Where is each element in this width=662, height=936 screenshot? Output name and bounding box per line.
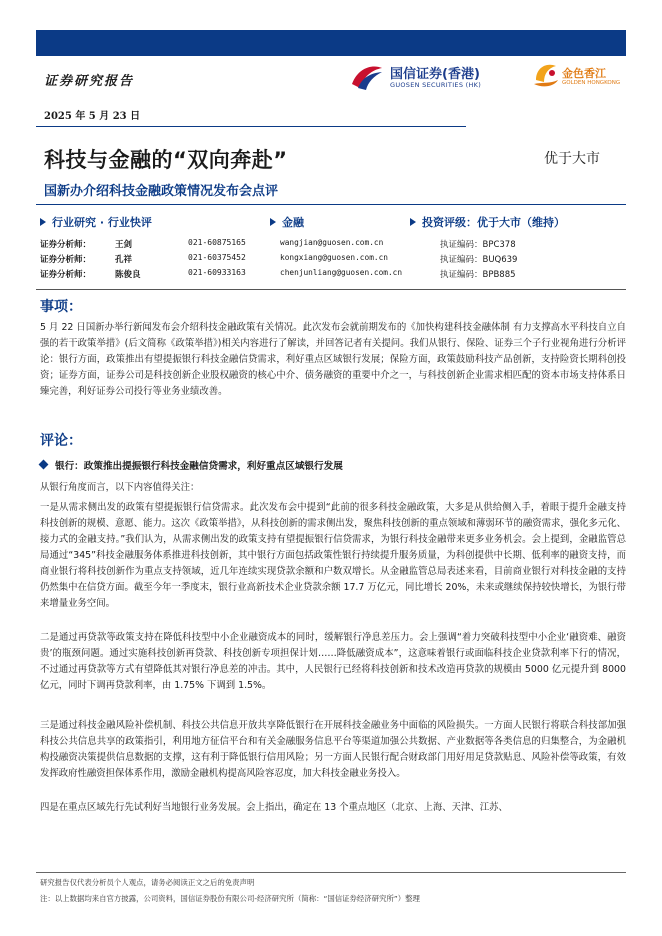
comment-point-1: 一是从需求侧出发的政策有望提振银行信贷需求。此次发布会中提到“此前的很多科技金融政策，大多是从供给侧入手，着眼于提升金融支持科技创新的规模、意愿、能力。这次《政策举措》，从科技创新的需求侧出发，聚焦科技创新的重点领域和薄弱环节的融资需求，强化多元化、接力式的金融支持。”我们认为，从需求侧出发的政策支持有望提振银行信贷需求，为银行科技金融带来更多业务机会。会上提到，金融监管总局通过“345”科技金融服务体系推进科技创新，其中银行方面包括政策性银行持续提升服务质量，为科创提供中长期、低利率的融资支持，而商业银行将科技创新作为重点支持领域，近几年连续实现贷款余额和户数双增长。从金融监管总局表述来看，目前商业银行对科技金融的支持仍然集中在信贷方面。截至今年一季度末，银行业高新技术企业贷款余额 17.7 万亿元，同比增长 20%，未来或继续保持较快增长，为银行带来增量业务空间。: [40, 502, 626, 609]
sector-tag-label: 金融: [282, 216, 304, 229]
rating-panel: [530, 128, 626, 188]
analyst-email[interactable]: wangjian@guosen.com.cn: [280, 238, 384, 247]
analyst-table: [40, 238, 626, 283]
divider: [36, 204, 626, 205]
analyst-cert: 执证编码：BPB885: [440, 270, 516, 280]
industry-tag-label: 行业研究 · 行业快评: [52, 216, 152, 229]
analyst-phone: 021-60375452: [188, 253, 246, 262]
divider: [36, 126, 466, 127]
analyst-row: [40, 253, 626, 268]
comment-heading: 评论：: [40, 433, 82, 449]
report-date: 2025 年 5 月 23 日: [44, 111, 141, 122]
report-title: 科技与金融的“双向奔赴”: [44, 148, 288, 172]
analyst-label: 证券分析师：: [40, 270, 92, 280]
analyst-cert: 执证编码：BUQ639: [440, 255, 518, 265]
guosen-logo: [350, 62, 520, 94]
analyst-cert: 执证编码：BPC378: [440, 240, 516, 250]
guosen-logo-en: GUOSEN SECURITIES (HK): [390, 81, 482, 89]
bank-subheading: [40, 458, 343, 472]
report-type-label: 证券研究报告: [44, 74, 135, 89]
industry-tag: [40, 214, 152, 230]
bank-subheading-text: 银行：政策推出提振银行科技金融信贷需求，利好重点区域银行发展: [55, 461, 343, 472]
event-body: 5 月 22 日国新办举行新闻发布会介绍科技金融政策有关情况。此次发布会就前期发布的《加快构建科技金融体制 有力支撑高水平科技自立自强的若干政策举措》(后文简称《政策举措》)相关内容进行了解读，并回答记者有关提问。我们从银行、保险、证券三个子行业视角进行分析评论：银行方面，政策推出有望提振银行科技金融信贷需求，利好重点区域银行发展；保险方面，政策鼓励科技产品创新，支持险资长期科创投资；证券方面，证券公司是科技创新企业股权融资的核心中介、债务融资的重要中介之一，与科技创新企业需求相匹配的资本市场支持体系日臻完善，利好证券公司投行等业务业绩改善。: [40, 322, 626, 397]
golden-hongkong-logo: [532, 60, 627, 94]
analyst-name: 王剑: [115, 240, 133, 250]
comment-point-2: 二是通过再贷款等政策支持在降低科技型中小企业融资成本的同时，缓解银行净息差压力。会上强调“着力突破科技型中小企业‘融资难、融资贵’的瓶颈问题。通过实施科技创新再贷款、科技创新专项担保计划……降低融资成本”，这意味着银行或面临科技企业贷款利率下行的情况，不过通过再贷款等方式有望降低其对银行净息差的冲击。其中，人民银行已经将科技创新和技术改造再贷款的规模由 5000 亿元提升到 8000 亿元，同时下调再贷款利率，由 1.75% 下调到 1.5%。: [40, 632, 626, 691]
golden-hongkong-logo-icon: [532, 60, 560, 90]
guosen-logo-cn: 国信证券(香港): [390, 67, 480, 82]
header-bar: [36, 30, 626, 56]
analyst-name: 陈俊良: [115, 270, 141, 280]
analyst-row: [40, 268, 626, 283]
triangle-bullet-icon: [410, 218, 416, 226]
analyst-label: 证券分析师：: [40, 240, 92, 250]
triangle-bullet-icon: [40, 218, 46, 226]
event-heading: 事项：: [40, 299, 82, 315]
analyst-label: 证券分析师：: [40, 255, 92, 265]
sector-tag: [270, 214, 304, 230]
rating-text: 优于大市: [544, 151, 600, 167]
investment-rating-label: 投资评级：优于大市（维持）: [422, 216, 565, 229]
analyst-phone: 021-60933163: [188, 268, 246, 277]
analyst-name: 孔祥: [115, 255, 133, 265]
golden-hongkong-logo-en: GOLDEN HONGKONG: [562, 80, 621, 86]
comment-point-3: 三是通过科技金融风险补偿机制、科技公共信息开放共享降低银行在开展科技金融业务中面临的风险损失。一方面人民银行将联合科技部加强科技公共信息共享的政策指引，利用地方征信平台和有关金融服务信息平台等渠道加强公共数据、产业数据等各类信息的归集整合，为金融机构投融资决策提供信息数据的支撑，这有利于降低银行信用风险；另一方面人民银行配合财政部门用好用足贷款贴息、风险补偿等政策，有效发挥政府性融资担保体系作用，激励金融机构提高风险容忍度，加大科技金融业务投入。: [40, 720, 626, 779]
comment-point-4: 四是在重点区域先行先试利好当地银行业务发展。会上指出，确定在 13 个重点地区（北京、上海、天津、江苏、: [40, 802, 508, 813]
investment-rating-tag: [410, 214, 565, 230]
golden-hongkong-logo-cn: 金色香江: [562, 67, 606, 80]
triangle-bullet-icon: [270, 218, 276, 226]
comment-intro: 从银行角度而言，以下内容值得关注：: [40, 482, 200, 493]
divider: [36, 872, 626, 873]
diamond-bullet-icon: [39, 460, 49, 470]
source-note: 注：以上数据均来自官方披露，公司资料，国信证券股份有限公司-经济研究所（简称：“国信证券经济研究所”）整理: [40, 894, 420, 903]
analyst-email[interactable]: chenjunliang@guosen.com.cn: [280, 268, 403, 277]
analyst-email[interactable]: kongxiang@guosen.com.cn: [280, 253, 388, 262]
report-subtitle: 国新办介绍科技金融政策情况发布会点评: [44, 184, 279, 199]
analyst-phone: 021-60875165: [188, 238, 246, 247]
guosen-logo-icon: [350, 62, 384, 92]
divider: [36, 289, 626, 290]
analyst-row: [40, 238, 626, 253]
disclaimer-note: 研究报告仅代表分析员个人观点，请务必阅读正文之后的免责声明: [40, 878, 255, 887]
